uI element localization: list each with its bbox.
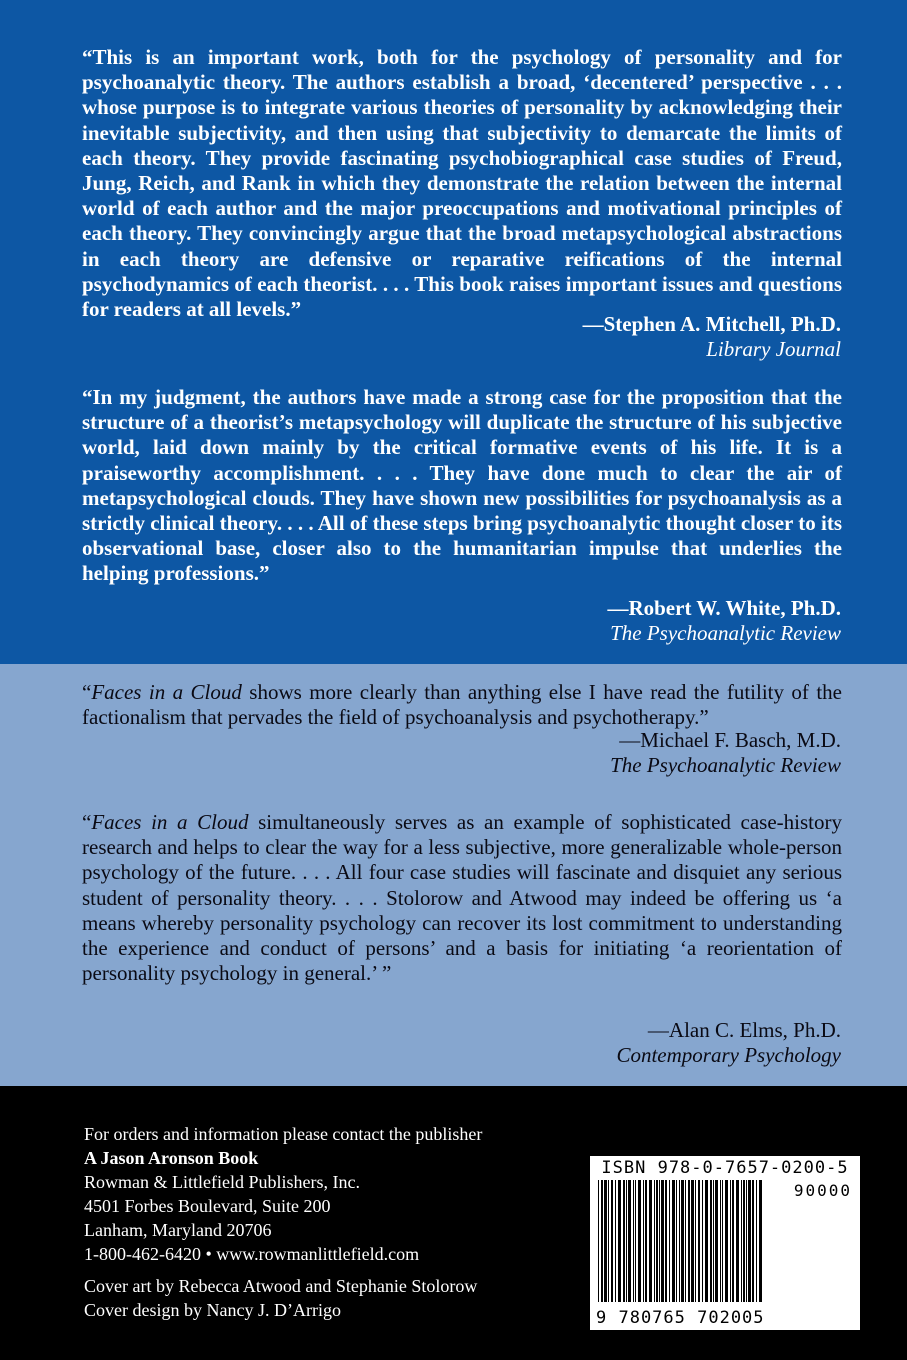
reviewer-name: —Michael F. Basch, M.D. [619,728,841,752]
top-review-panel [0,0,907,664]
barcode-bar [748,1180,751,1302]
barcode-bar [713,1180,714,1302]
review-quote [82,680,842,730]
publisher-info [84,1122,482,1322]
barcode-bar [608,1180,609,1302]
barcode-bar [725,1180,728,1302]
barcode-bar [618,1180,621,1302]
review-source: The Psychoanalytic Review [610,753,841,777]
reviewer-name: —Alan C. Elms, Ph.D. [647,1018,841,1042]
barcode-bar [698,1180,700,1302]
barcode-bar [702,1180,703,1302]
imprint-name: A Jason Aronson Book [84,1148,259,1168]
barcode-bar [722,1180,723,1302]
review-attribution [616,1018,841,1068]
open-quote: “ [82,680,92,704]
book-title: Faces in a Cloud [91,810,249,834]
order-intro: For orders and information please contact the publisher [84,1124,483,1144]
barcode-bar [601,1180,603,1302]
barcode-bar [743,1180,745,1302]
barcode-bar [645,1180,647,1302]
open-quote: “ [82,810,92,834]
barcode-bar [672,1180,675,1302]
barcode-bar [691,1180,694,1302]
barcode-bar [705,1180,708,1302]
barcode-bar [633,1180,634,1302]
barcode-bar [732,1180,734,1302]
barcode-bar [628,1180,631,1302]
reviewer-name: —Stephen A. Mitchell, Ph.D. [582,312,841,336]
review-quote: “This is an important work, both for the psychology of personality and for psychoanalytic theory. The authors establish a broad, ‘decentered’ perspective . . . whose purpose is to integrate various theories of personality by acknowledging their inevitable subjectivity, and then using that subjectivity to demarcate the limits of each theory. They provide fascinating psychobiographical case studies of Freud, Jung, Reich, and Rank in which they demonstrate the relation between the internal world of each author and the major preoccupations and motivational principles of each theory. They convincingly argue that the broad metapsychological abstractions in each theory are defensive or reparative reifications of the internal psychodynamics of each theorist. . . . This book raises important issues and questions for readers at all levels.” [82,45,842,322]
barcode-bar [710,1180,712,1302]
barcode-bar [736,1180,739,1302]
barcode-bar [676,1180,677,1302]
cover-art-credit: Cover art by Rebecca Atwood and Stephanie Stolorow [84,1276,478,1296]
publisher-panel [0,1086,907,1360]
barcode-bar [604,1180,607,1302]
barcode-bar [715,1180,718,1302]
review-source: Library Journal [706,337,841,361]
barcode-bar [623,1180,625,1302]
publisher-address-line-2: Lanham, Maryland 20706 [84,1220,272,1240]
barcode-bar [695,1180,696,1302]
review-attribution [610,728,841,778]
barcode-bar [730,1180,731,1302]
barcode-bar [638,1180,641,1302]
barcode-bar [665,1180,667,1302]
review-source: The Psychoanalytic Review [610,621,841,645]
barcode-bar [746,1180,747,1302]
publisher-address-line-1: 4501 Forbes Boulevard, Suite 200 [84,1196,331,1216]
barcode-bar [626,1180,627,1302]
barcode-bar [679,1180,680,1302]
price-addon: 90000 [793,1181,852,1200]
review-text: shows more clearly than anything else I have read the futility of the factionalism that pervades the field of psychoanalysis and psychotherapy.” [82,680,842,730]
barcode-bar [752,1180,754,1302]
barcode-bar [611,1180,613,1302]
review-source: Contemporary Psychology [616,1043,841,1067]
barcode-bar [654,1180,655,1302]
barcode-bar [615,1180,616,1302]
publisher-contact: 1-800-462-6420 • www.rowmanlittlefield.com [84,1244,420,1264]
barcode-bars [598,1180,763,1302]
barcode-bar [656,1180,658,1302]
barcode-bar [720,1180,721,1302]
barcode-digits: 9 780765 702005 [596,1308,765,1328]
middle-review-panel [0,664,907,1086]
barcode-bar [741,1180,742,1302]
barcode-bar [659,1180,660,1302]
barcode-bar [681,1180,684,1302]
review-attribution [583,312,841,362]
barcode-bar [756,1180,757,1302]
review-quote: “In my judgment, the authors have made a strong case for the proposition that the structure of a theorist’s metapsychology will duplicate the structure of his subjective world, laid down mainly by the critical formative events of his life. It is a praiseworthy accomplishment. . . . They have done much to clear the air of metapsychological clouds. They have shown new possibilities for psychoanalysis as a strictly clinical theory. . . . All of these steps bring psychoanalytic thought closer to its observational base, closer also to the humanitarian impulse that underlies the helping professions.” [82,385,842,586]
barcode-bar [635,1180,636,1302]
isbn-barcode [590,1156,860,1330]
publisher-name: Rowman & Littlefield Publishers, Inc. [84,1172,360,1192]
barcode-bar [649,1180,652,1302]
book-title: Faces in a Cloud [91,680,242,704]
barcode-bar [661,1180,664,1302]
review-attribution [607,596,841,646]
barcode-bar [598,1180,599,1302]
barcode-bar [685,1180,686,1302]
barcode-bar [669,1180,670,1302]
barcode-bar [688,1180,690,1302]
reviewer-name: —Robert W. White, Ph.D. [607,596,841,620]
review-quote [82,810,842,986]
barcode-bar [643,1180,644,1302]
cover-design-credit: Cover design by Nancy J. D’Arrigo [84,1300,341,1320]
review-text: simultaneously serves as an example of sophisticated case-history research and helps to clear the way for a less subjective, more generalizable whole-person psychology of the future. . . . All four case studies will fascinate and disquiet any serious student of personality theory. . . . Stolorow and Atwood may indeed be offering us ‘a means whereby personality psychology can recover its lost commitment to understanding the experience and conduct of persons’ and a basis for initiating ‘a reorientation of personality psychology in general.’ ” [82,810,842,986]
isbn-label: ISBN 978-0-7657-0200-5 [601,1158,849,1178]
barcode-bar [759,1180,762,1302]
